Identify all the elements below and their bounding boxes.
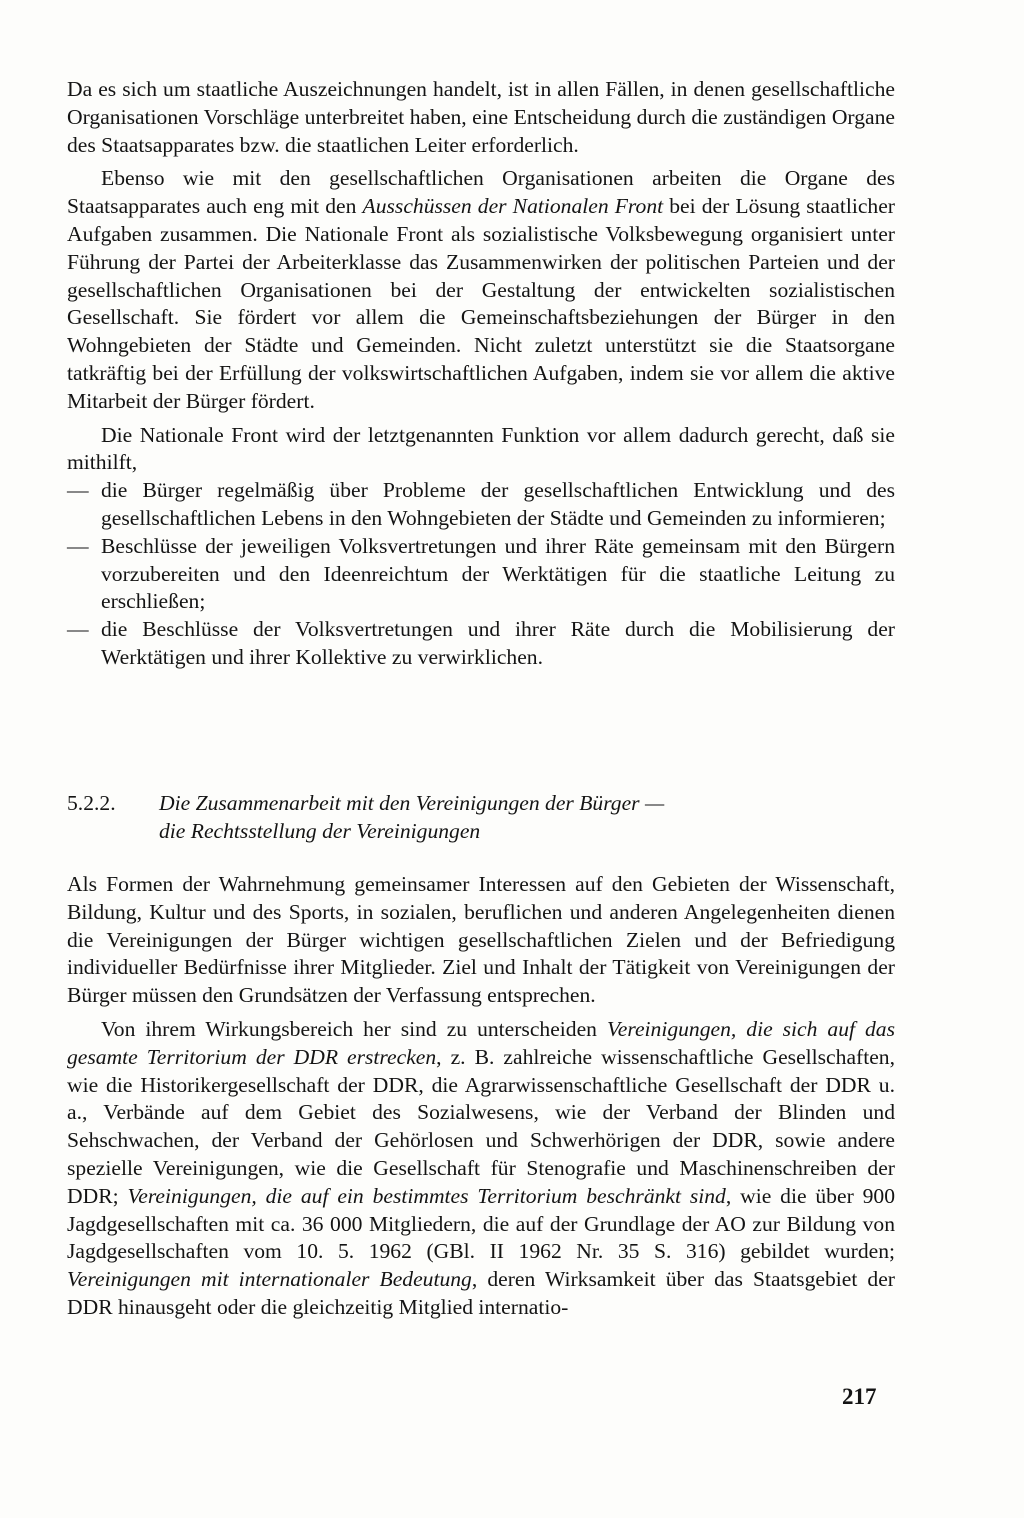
bullet-item: — Beschlüsse der jeweiligen Volksvertretungen und ihrer Räte gemeinsam mit den Bürgern vorzubereiten und den Ideenreichtum der Werktätigen für die staatliche Leitung zu erschließen; <box>67 533 895 614</box>
bullet-item: — die Bürger regelmäßig über Probleme der gesellschaftlichen Entwicklung und des gesellschaftlichen Lebens in den Wohngebieten der Städte und Gemeinden zu informieren; <box>67 478 895 530</box>
dash-marker: — <box>67 617 89 642</box>
paragraph-wirkungsbereich: Von ihrem Wirkungsbereich her sind zu unterscheiden Vereinigungen, die sich auf das gesamte Territorium der DDR erstrecken, z. B. zahlreiche wissenschaftliche Gesellschaften, wie die Historikergesellschaft der DDR, die Agrarwissenschaftliche Gesellschaft der DDR u. a., Verbände auf dem Gebiet des Sozialwesens, wie der Verband der Blinden und Sehschwachen, der Verband der Gehörlosen und Schwerhörigen der DDR, sowie andere spezielle Vereinigungen, wie die Gesellschaft für Stenografie und Maschinenschreiben der DDR; Vereinigungen, die auf ein bestimmtes Territorium beschränkt sind, wie die über 900 Jagdgesellschaften mit ca. 36 000 Mitgliedern, die auf der Grundlage der AO zur Bildung von Jagdgesellschaften vom 10. 5. 1962 (GBl. II 1962 Nr. 35 S. 316) gebildet wurden; Vereinigungen mit internationaler Bedeutung, deren Wirksamkeit über das Staatsgebiet der DDR hinausgeht oder die gleichzeitig Mitglied internatio- <box>67 1016 896 1319</box>
section-title-line-1: Die Zusammenarbeit mit den Vereinigungen der Bürger — <box>159 791 665 815</box>
emphasis-gesamtes-territorium: Vereinigungen, die sich auf das gesamte Territorium der DDR erstrecken <box>67 1016 895 1069</box>
text-block-top <box>67 76 895 672</box>
bullet-list <box>67 477 895 672</box>
paragraph-formen: Als Formen der Wahrnehmung gemeinsamer Interessen auf den Gebieten der Wissenschaft, Bildung, Kultur und des Sports, in sozialen, beruflichen und anderen Angelegenheiten dienen die Vereinigungen der Bürger wichtigen gesellschaftlichen Zielen und der Befriedigung individueller Bedürfnisse ihrer Mitglieder. Ziel und Inhalt der Tätigkeit von Vereinigungen der Bürger müssen den Grundsätzen der Verfassung entsprechen. <box>67 872 895 1008</box>
paragraph-auszeichnungen: Da es sich um staatliche Auszeichnungen handelt, ist in allen Fällen, in denen gesellschaftliche Organisationen Vorschläge unterbreitet haben, eine Entscheidung durch die zuständigen Organe des Staatsapparates bzw. die staatlichen Leiter erforderlich. <box>67 77 895 157</box>
paragraph-funktion: Die Nationale Front wird der letztgenannten Funktion vor allem dadurch gerecht, daß sie mithilft, <box>67 422 895 475</box>
section-heading <box>67 789 895 845</box>
emphasis-bestimmtes-territorium: Vereinigungen, die auf ein bestimmtes Territorium beschränkt sind <box>127 1183 726 1208</box>
dash-marker: — <box>67 478 89 503</box>
bullet-item: — die Beschlüsse der Volksvertretungen und ihrer Räte durch die Mobilisierung der Werktätigen und ihrer Kollektive zu verwirklichen. <box>67 617 895 669</box>
paragraph-nationale-front: Ebenso wie mit den gesellschaftlichen Organisationen arbeiten die Organe des Staatsapparates auch eng mit den Ausschüssen der Nationalen Front bei der Lösung staatlicher Aufgaben zusammen. Die Nationale Front als sozialistische Volksbewegung organisiert unter Führung der Partei der Arbeiterklasse das Zusammenwirken der politischen Parteien und der gesellschaftlichen Organisationen bei der Gestaltung der entwickelten sozialistischen Gesellschaft. Sie fördert vor allem die Gemeinschaftsbeziehungen der Bürger in den Wohngebieten der Städte und Gemeinden. Nicht zuletzt unterstützt sie die Staatsorgane tatkräftig bei der Erfüllung der volkswirtschaftlichen Aufgaben, indem sie vor allem die aktive Mitarbeit der Bürger fördert. <box>67 166 896 413</box>
text-block-bottom <box>67 871 895 1322</box>
dash-marker: — <box>67 533 89 558</box>
section-number: 5.2.2. <box>67 791 116 815</box>
section-title-line-2: die Rechtsstellung der Vereinigungen <box>159 819 481 843</box>
emphasis-ausschuesse: Ausschüssen der Nationalen Front <box>362 194 664 219</box>
page-number: 217 <box>842 1384 877 1409</box>
emphasis-internationale-bedeutung: Vereinigungen mit internationaler Bedeutung <box>67 1267 472 1292</box>
